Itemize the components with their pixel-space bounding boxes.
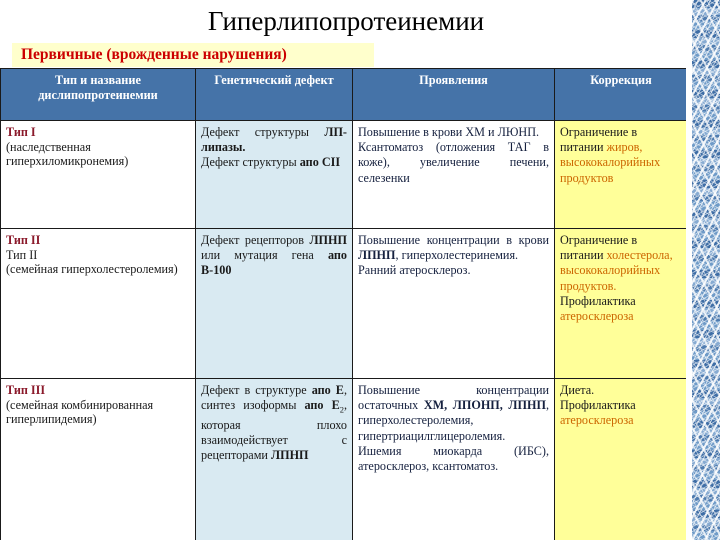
correction-accent-1: жиров, высококалорийных продуктов (560, 140, 661, 185)
manifestation-line-2b: Ранний атеросклероз. (358, 263, 471, 278)
manifestation-text-2a: Повышение концентрации в крови (358, 233, 549, 247)
table-header-row (1, 69, 688, 121)
manifestation-text-2b: , гиперхолестеринемия. (395, 248, 519, 263)
correction-accent-2b: атеросклероза (560, 309, 634, 324)
defect-text-2a: Дефект рецепторов (201, 233, 310, 247)
correction-line-3a: Диета. (560, 383, 595, 397)
manifestation-bold-3a: ХМ, ЛПОНП, ЛПНП (423, 398, 546, 413)
manifestation-line-3a (358, 383, 549, 444)
correction-text-3b: Профилактика (560, 398, 636, 413)
cell-type-1 (1, 121, 196, 229)
table-row (1, 379, 688, 540)
decorative-strip-gutter (686, 0, 692, 540)
cell-manifestations-1 (353, 121, 555, 229)
defect-text-1b: Дефект структуры (201, 155, 300, 170)
hyperlipoproteinemia-table (0, 68, 688, 540)
defect-bold-3c: ЛПНП (271, 448, 309, 463)
correction-line-3b (560, 398, 682, 428)
defect-line-1b (201, 155, 347, 170)
section-banner-label: Первичные (врожденные нарушения) (21, 46, 287, 63)
correction-text-1: Ограничение в питании (560, 125, 638, 155)
defect-line-1a (201, 125, 347, 155)
manifestation-text-3b: , гиперхолестеролемия, гипертриацилглицеролемия. (358, 398, 549, 443)
table-body (1, 121, 688, 540)
cell-correction-1 (555, 121, 688, 229)
manifestation-line-3b: Ишемия миокарда (ИБС), атеросклероз, ксантоматоз. (358, 443, 549, 474)
correction-text-2a: Ограничение в питании (560, 233, 638, 263)
cell-defect-2 (196, 229, 353, 379)
cell-manifestations-2 (353, 229, 555, 379)
type-subtitle-2: Тип II (6, 247, 38, 262)
decorative-frost-strip-texture (692, 0, 720, 540)
table-row (1, 121, 688, 229)
defect-text-2b: или мутация гена (201, 248, 328, 263)
type-label-1: Тип I (6, 125, 36, 139)
column-header-manifestations: Проявления (353, 69, 555, 121)
table-row (1, 229, 688, 379)
cell-defect-1 (196, 121, 353, 229)
defect-bold-2a: ЛПНП (309, 233, 347, 247)
manifestation-bold-2a: ЛПНП (358, 248, 396, 263)
defect-text-3c: , которая плохо взаимодействует с рецепторами (201, 398, 347, 463)
cell-correction-2 (555, 229, 688, 379)
correction-accent-3b: атеросклероза (560, 413, 634, 428)
type-label-3: Тип III (6, 383, 46, 397)
defect-text-3a: Дефект в структуре (201, 383, 312, 397)
defect-subscript-3: 2 (339, 404, 344, 415)
correction-accent-2a: холестерола, высококалорийных продуктов. (560, 248, 673, 293)
defect-bold-3a: апо Е (311, 383, 344, 397)
page-title: Гиперлипопротеинемии (207, 6, 485, 36)
cell-manifestations-3 (353, 379, 555, 540)
cell-correction-3 (555, 379, 688, 540)
cell-type-2 (1, 229, 196, 379)
manifestation-line-2a (358, 233, 549, 263)
table-header (1, 69, 688, 121)
decorative-frost-strip (692, 0, 720, 540)
defect-bold-3b: апо Е (304, 398, 340, 413)
defect-text-1a: Дефект структуры (201, 125, 325, 139)
correction-text-2b: Профилактика (560, 293, 636, 308)
defect-bold-2b: апо В-100 (201, 248, 347, 278)
manifestation-line-1b: Ксантоматоз (отложения ТАГ в коже), увеличение печени, селезенки (358, 140, 549, 185)
type-description-3: (семейная комбинированная гиперлипидемия) (6, 397, 154, 427)
manifestation-line-1a: Повышение в крови ХМ и ЛЮНП. (358, 125, 540, 139)
defect-bold-1b: апо СII (299, 155, 341, 170)
type-description-1: (наследственная гиперхиломикронемия) (6, 139, 129, 169)
cell-defect-3 (196, 379, 353, 540)
column-header-genetic-defect: Генетический дефект (196, 69, 353, 121)
type-description-2: (семейная гиперхолестеролемия) (6, 262, 178, 277)
defect-text-3b: , синтез изоформы (201, 383, 347, 413)
column-header-type: Тип и название дислипопротеинемии (1, 69, 196, 121)
manifestation-text-3a: Повышение концентрации остаточных (358, 383, 549, 413)
type-label-2: Тип II (6, 233, 41, 247)
column-header-correction: Коррекция (555, 69, 688, 121)
section-banner (12, 43, 374, 67)
defect-bold-1a: ЛП-липазы. (201, 125, 347, 155)
cell-type-3 (1, 379, 196, 540)
